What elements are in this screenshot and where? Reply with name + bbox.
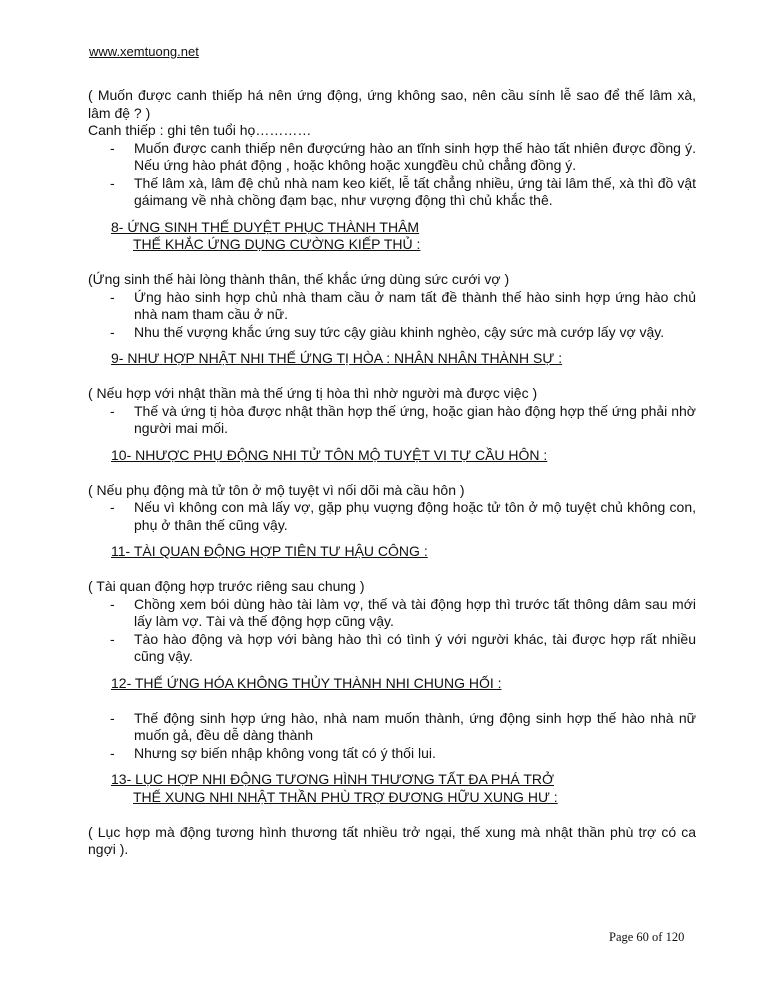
list-item: - Thế động sinh hợp ứng hào, nhà nam muốn thành, ứng động sinh hợp thế hào nhà nữ muốn gả, đều dễ dàng thành [88, 710, 696, 745]
section-note-11: ( Tài quan động hợp trước riêng sau chung ) [88, 578, 365, 594]
intro-line: ( Muốn được canh thiếp há nên ứng động, ứng không sao, nên cầu sính lễ sao để thế lâm xà, lâm đệ ? ) [88, 87, 696, 121]
section-heading-11: 11- TÀI QUAN ĐỘNG HỢP TIÊN TƯ HẬU CÔNG : [111, 543, 428, 559]
section-bullets-12 [88, 710, 696, 763]
list-item: - Thế và ứng tị hòa được nhật thần hợp thế ứng, hoặc gian hào động hợp thế ứng phải nhờ người mai mối. [88, 403, 696, 438]
section-heading-10: 10- NHƯỢC PHỤ ĐỘNG NHI TỬ TÔN MỘ TUYỆT VI TỰ CẦU HÔN : [111, 446, 548, 463]
section-heading-9: 9- NHƯ HỢP NHẬT NHI THẾ ỨNG TỊ HÒA : NHÂN NHÂN THÀNH SỰ : [111, 350, 563, 366]
list-item: - Tào hào động và hợp với bàng hào thì có tình ý với người khác, tài được hợp rất nhiều cũng vậy. [88, 631, 696, 666]
section-note-13: ( Lục hợp mà động tương hình thương tất nhiều trở ngại, thế xung mà nhật thần phù trợ có ca ngợi ). [88, 823, 696, 857]
section-heading-8: 8- ỨNG SINH THẾ DUYỆT PHỤC THÀNH THÂM THẾ KHẮC ỨNG DỤNG CƯỜNG KIẾP THỦ : [111, 218, 421, 252]
section-bullets-10 [88, 499, 696, 534]
list-item: - Ứng hào sinh hợp chủ nhà tham cầu ở nam tất đề thành thế hào sinh hợp ứng hào chủ nhà nam tham cầu ở nữ. [88, 289, 696, 324]
section-note-8: (Ứng sinh thế hài lòng thành thân, thế khắc ứng dùng sức cưới vợ ) [88, 271, 510, 287]
section-heading-12: 12- THẾ ỨNG HÓA KHÔNG THỦY THÀNH NHI CHUNG HỐI : [111, 674, 502, 691]
intro-bullets [88, 140, 696, 210]
list-item: - Thế lâm xà, lâm đệ chủ nhà nam keo kiết, lễ tất chẳng nhiều, ứng tài lâm thế, xà thì đồ vật gáimang về nhà chồng đạm bạc, như vượng động thì chủ khắc thê. [88, 175, 696, 210]
section-note-9: ( Nếu hợp với nhật thần mà thế ứng tị hòa thì nhờ người mà được việc ) [88, 385, 538, 401]
section-bullets-8 [88, 289, 696, 342]
section-bullets-11 [88, 596, 696, 666]
list-item: - Nhưng sợ biến nhập không vong tất có ý thối lui. [88, 745, 696, 763]
section-heading-13: 13- LỤC HỢP NHI ĐỘNG TƯƠNG HÌNH THƯƠNG TẤT ĐA PHÁ TRỞ THẾ XUNG NHI NHẬT THẦN PHÙ TRỢ ĐƯƠNG HỮU XUNG HƯ : [111, 771, 558, 805]
site-url[interactable]: www.xemtuong.net [89, 44, 199, 59]
section-bullets-9 [88, 403, 696, 438]
list-item: - Nếu vì không con mà lấy vợ, gặp phụ vuợng động hoặc tử tôn ở mộ tuyệt chủ không con, phụ ở thân thế cũng vậy. [88, 499, 696, 534]
list-item: - Muốn được canh thiếp nên đượcứng hào an tĩnh sinh hợp thế hào tất nhiên được đồng ý. Nếu ứng hào phát động , hoặc không hoặc xungđều chủ chẳng đồng ý. [88, 140, 696, 175]
list-item: - Nhu thế vượng khắc ứng suy tức cậy giàu khinh nghèo, cậy sức mà cướp lấy vợ vậy. [88, 324, 696, 342]
section-note-10: ( Nếu phụ động mà tử tôn ở mộ tuyệt vì nối dõi mà cầu hôn ) [88, 481, 465, 498]
intro-label: Canh thiếp : ghi tên tuổi họ………… [88, 122, 312, 138]
page-number: Page 60 of 120 [609, 930, 685, 944]
list-item: - Chồng xem bói dùng hào tài làm vợ, thế và tài động hợp thì trước tất thông dâm sau mới lấy làm vợ. Tài và thế động hợp cũng vậy. [88, 596, 696, 631]
document-body [88, 87, 696, 859]
